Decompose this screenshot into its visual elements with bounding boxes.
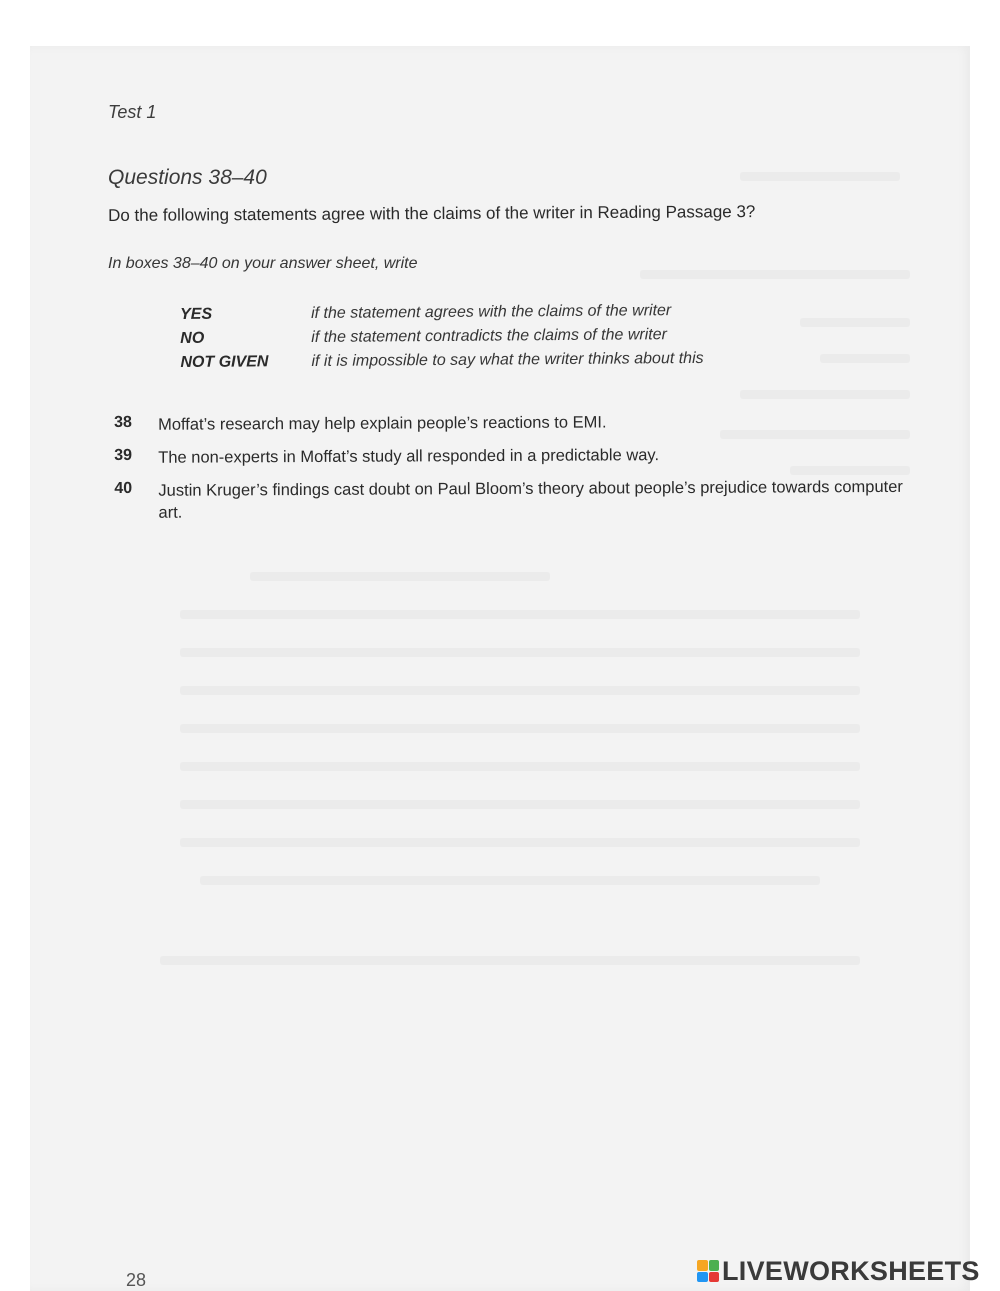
bleed-through-line	[180, 838, 860, 847]
bleed-through-line	[180, 648, 860, 657]
liveworksheets-logo-icon	[697, 1260, 719, 1282]
bleed-through-line	[180, 610, 860, 619]
section-title: Questions 38–40	[108, 166, 267, 189]
bleed-through-line	[180, 762, 860, 771]
bleed-through-line	[740, 390, 910, 399]
logo-square	[709, 1260, 720, 1271]
bleed-through-line	[180, 800, 860, 809]
brand-name: LIVEWORKSHEETS	[722, 1255, 980, 1286]
question-40	[114, 476, 924, 524]
test-header: Test 1	[108, 102, 157, 122]
answer-key-description: if the statement contradicts the claims of the writer	[311, 326, 668, 346]
answer-key-label: NO	[180, 329, 205, 347]
logo-square	[697, 1260, 708, 1271]
question-text: Moffat’s research may help explain people’s reactions to EMI.	[158, 413, 607, 434]
question-number: 38	[114, 413, 132, 431]
worksheet-page	[30, 46, 972, 1291]
answer-key-description: if it is impossible to say what the writer thinks about this	[311, 349, 704, 370]
bleed-through-line	[250, 572, 550, 581]
question-39	[114, 443, 924, 469]
bleed-through-line	[160, 956, 860, 965]
question-number: 39	[114, 446, 133, 464]
question-prompt: Do the following statements agree with the claims of the writer in Reading Passage 3?	[108, 202, 756, 225]
page-number: 28	[126, 1270, 147, 1290]
page-edge	[970, 46, 1000, 1291]
bleed-through-line	[180, 686, 860, 695]
bleed-through-line	[740, 172, 900, 181]
liveworksheets-brand	[697, 1257, 980, 1285]
answer-instruction: In boxes 38–40 on your answer sheet, write	[108, 255, 418, 272]
logo-square	[697, 1272, 708, 1283]
answer-key-label: NOT GIVEN	[180, 353, 269, 371]
question-list	[114, 410, 925, 535]
logo-square	[709, 1272, 720, 1283]
bleed-through-line	[640, 270, 910, 279]
question-number: 40	[114, 479, 133, 497]
question-text: The non-experts in Moffat’s study all responded in a predictable way.	[158, 446, 660, 467]
question-text: Justin Kruger’s findings cast doubt on Paul Bloom’s theory about people’s prejudice towards computer art.	[158, 477, 903, 522]
answer-key-list	[180, 301, 881, 378]
answer-key-label: YES	[180, 305, 213, 323]
bleed-through-line	[200, 876, 820, 885]
answer-key-description: if the statement agrees with the claims of the writer	[310, 302, 672, 322]
question-38	[114, 410, 924, 436]
bleed-through-line	[180, 724, 860, 733]
